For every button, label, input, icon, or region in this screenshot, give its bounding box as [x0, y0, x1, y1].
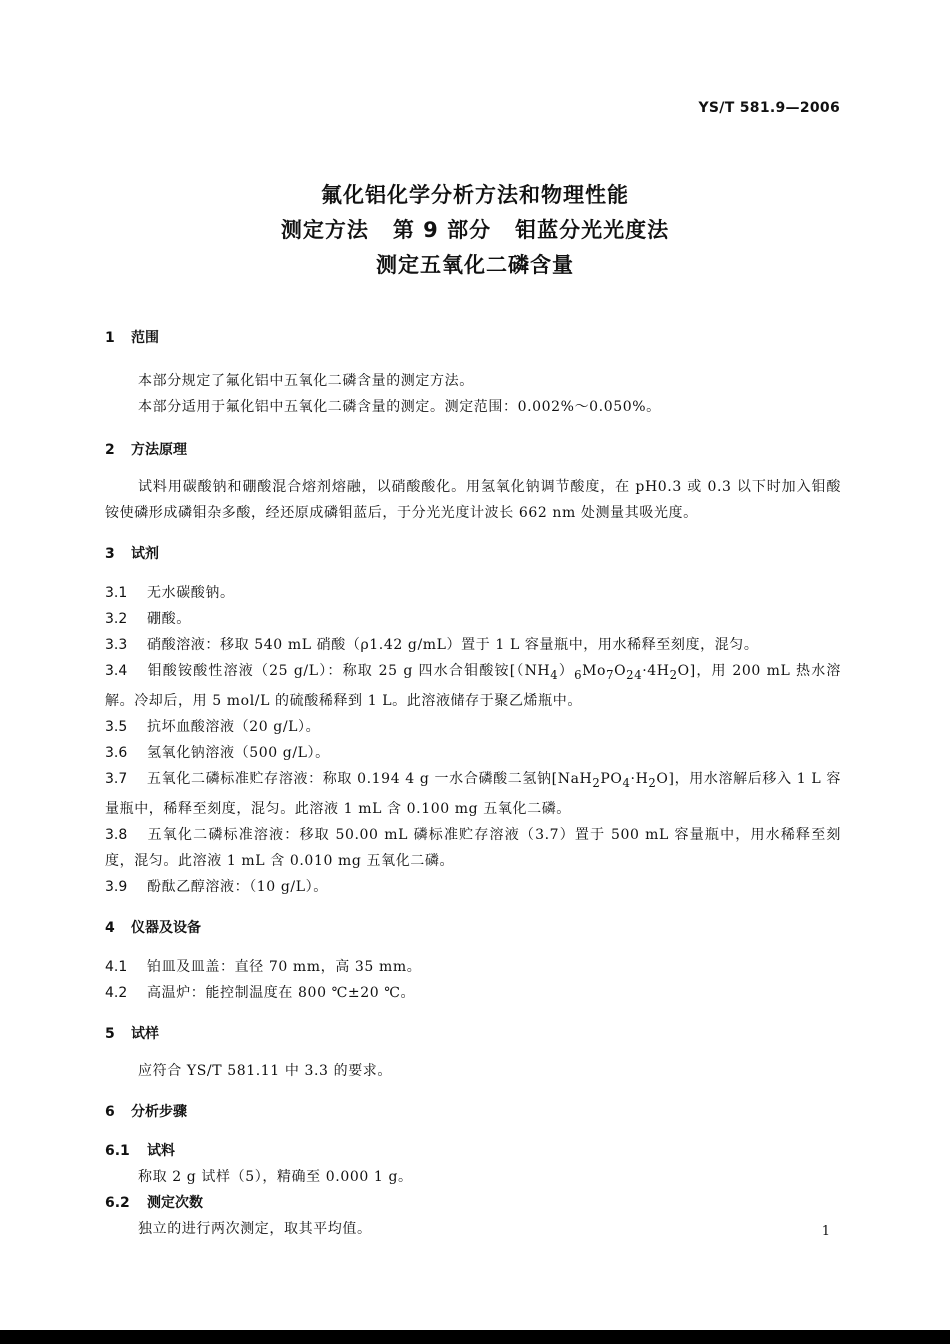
item-text: 硼酸。	[147, 611, 191, 627]
section-title: 试剂	[131, 546, 159, 562]
section-number: 5	[105, 1025, 115, 1042]
subscript: 6	[574, 667, 583, 682]
title-line-2-part-a: 测定方法	[280, 218, 369, 242]
item-number: 3.9	[105, 878, 128, 895]
section-number: 4	[105, 919, 115, 936]
title-line-2-part-c: 钼蓝分光光度法	[515, 218, 670, 242]
reagent-item	[105, 580, 841, 606]
item-text: 氢氧化钠溶液（500 g/L）。	[147, 744, 330, 761]
subscript: 4	[550, 667, 559, 682]
item-text	[105, 663, 841, 709]
section-heading-5	[105, 1024, 841, 1044]
document-title	[0, 178, 950, 283]
paragraph-replicates: 独立的进行两次测定，取其平均值。	[138, 1220, 372, 1237]
bottom-border	[0, 1330, 950, 1344]
section-heading-3	[105, 544, 841, 564]
item-text: 高温炉：能控制温度在 800 ℃±20 ℃。	[147, 984, 416, 1001]
section-heading-1	[105, 328, 841, 348]
section-title: 范围	[131, 330, 159, 346]
item-text: 硝酸溶液：移取 540 mL 硝酸（ρ1.42 g/mL）置于 1 L 容量瓶中，用水稀释至刻度，混匀。	[147, 637, 759, 653]
subsection-title: 试料	[147, 1142, 175, 1159]
document-body	[105, 328, 841, 1242]
section-title: 方法原理	[131, 442, 187, 458]
text-segment: O]，用水溶解后移入 1 L 容量瓶中，稀释至刻度，混匀。此溶液 1 mL 含 0.100 mg 五氧化二磷。	[105, 770, 841, 817]
apparatus-item	[105, 954, 841, 980]
text-segment: Mo	[582, 663, 607, 679]
item-number: 3.8	[105, 826, 128, 843]
item-number: 4.1	[105, 958, 128, 975]
title-line-3: 测定五氧化二磷含量	[376, 253, 574, 277]
reagent-item	[105, 606, 841, 632]
reagent-item	[105, 658, 841, 714]
section-heading-2	[105, 440, 841, 460]
section-number: 6	[105, 1103, 115, 1120]
subsection-number: 6.1	[105, 1142, 130, 1159]
text-segment: 钼酸铵酸性溶液（25 g/L）：称取 25 g 四水合钼酸铵[（NH	[147, 663, 551, 679]
text-segment: ·4H	[642, 663, 670, 679]
item-number: 4.2	[105, 984, 128, 1001]
item-number: 3.6	[105, 744, 128, 761]
section-number: 2	[105, 442, 115, 458]
text-segment: PO	[600, 770, 623, 787]
section-title: 仪器及设备	[131, 919, 201, 936]
section-heading-6	[105, 1102, 841, 1122]
item-text: 铂皿及皿盖：直径 70 mm，高 35 mm。	[147, 958, 422, 975]
subscript: 2	[648, 775, 657, 790]
section-title: 试样	[131, 1025, 159, 1042]
text-segment: 五氧化二磷标准贮存溶液：称取 0.194 4 g 一水合磷酸二氢钠[NaH	[147, 770, 593, 787]
reagent-item	[105, 714, 841, 740]
reagent-item	[105, 632, 841, 658]
reagent-item	[105, 874, 841, 900]
section-number: 3	[105, 546, 115, 562]
item-number: 3.7	[105, 770, 128, 787]
item-number: 3.4	[105, 663, 128, 679]
item-number: 3.3	[105, 637, 128, 653]
section-title: 分析步骤	[131, 1103, 187, 1120]
subscript: 7	[606, 667, 615, 682]
item-text	[105, 771, 841, 817]
paragraph-principle: 试料用碳酸钠和硼酸混合熔剂熔融，以硝酸酸化。用氢氧化钠调节酸度，在 pH0.3 或 0.3 以下时加入钼酸铵使磷形成磷钼杂多酸，经还原成磷钼蓝后，于分光光度计波长 662 nm 处测量其吸光度。	[105, 479, 841, 521]
item-number: 3.1	[105, 585, 128, 601]
subscript: 2	[669, 667, 678, 682]
reagent-item	[105, 766, 841, 822]
item-number: 3.2	[105, 611, 128, 627]
text-segment: ·H	[630, 770, 649, 787]
section-number: 1	[105, 330, 115, 346]
item-text: 五氧化二磷标准溶液：移取 50.00 mL 磷标准贮存溶液（3.7）置于 500 mL 容量瓶中，用水稀释至刻度，混匀。此溶液 1 mL 含 0.010 mg 五氧化二磷。	[105, 826, 841, 869]
title-line-2	[0, 213, 950, 248]
subsection-number: 6.2	[105, 1194, 130, 1211]
page-number: 1	[821, 1224, 830, 1239]
paragraph-scope-2: 本部分适用于氟化铝中五氧化二磷含量的测定。测定范围：0.002%～0.050%。	[138, 399, 661, 415]
item-text: 无水碳酸钠。	[147, 585, 235, 601]
subscript: 2	[592, 775, 601, 790]
subsection-heading-6-2	[105, 1190, 841, 1216]
title-line-2-part-b: 第 9 部分	[392, 218, 492, 242]
paragraph-test-portion: 称取 2 g 试样（5），精确至 0.000 1 g。	[138, 1168, 413, 1185]
subsection-heading-6-1	[105, 1138, 841, 1164]
item-text: 酚酞乙醇溶液：（10 g/L）。	[147, 878, 328, 895]
section-heading-4	[105, 918, 841, 938]
text-segment: O	[614, 663, 627, 679]
subscript: 24	[626, 667, 643, 682]
text-segment: ）	[558, 663, 575, 679]
item-text: 抗坏血酸溶液（20 g/L）。	[147, 718, 321, 735]
standard-number: YS/T 581.9—2006	[698, 100, 840, 116]
title-line-1: 氟化铝化学分析方法和物理性能	[321, 183, 629, 207]
reagent-item	[105, 740, 841, 766]
apparatus-item	[105, 980, 841, 1006]
reagent-item	[105, 822, 841, 874]
paragraph-sample: 应符合 YS/T 581.11 中 3.3 的要求。	[138, 1062, 392, 1079]
text-segment: O]，用 200 mL 热水溶解。冷却后，用 5 mol/L 的硫酸稀释到 1 L。此溶液储存于聚乙烯瓶中。	[105, 663, 841, 709]
subsection-title: 测定次数	[147, 1194, 203, 1211]
paragraph-scope-1: 本部分规定了氟化铝中五氧化二磷含量的测定方法。	[138, 373, 474, 389]
subscript: 4	[622, 775, 631, 790]
item-number: 3.5	[105, 718, 128, 735]
